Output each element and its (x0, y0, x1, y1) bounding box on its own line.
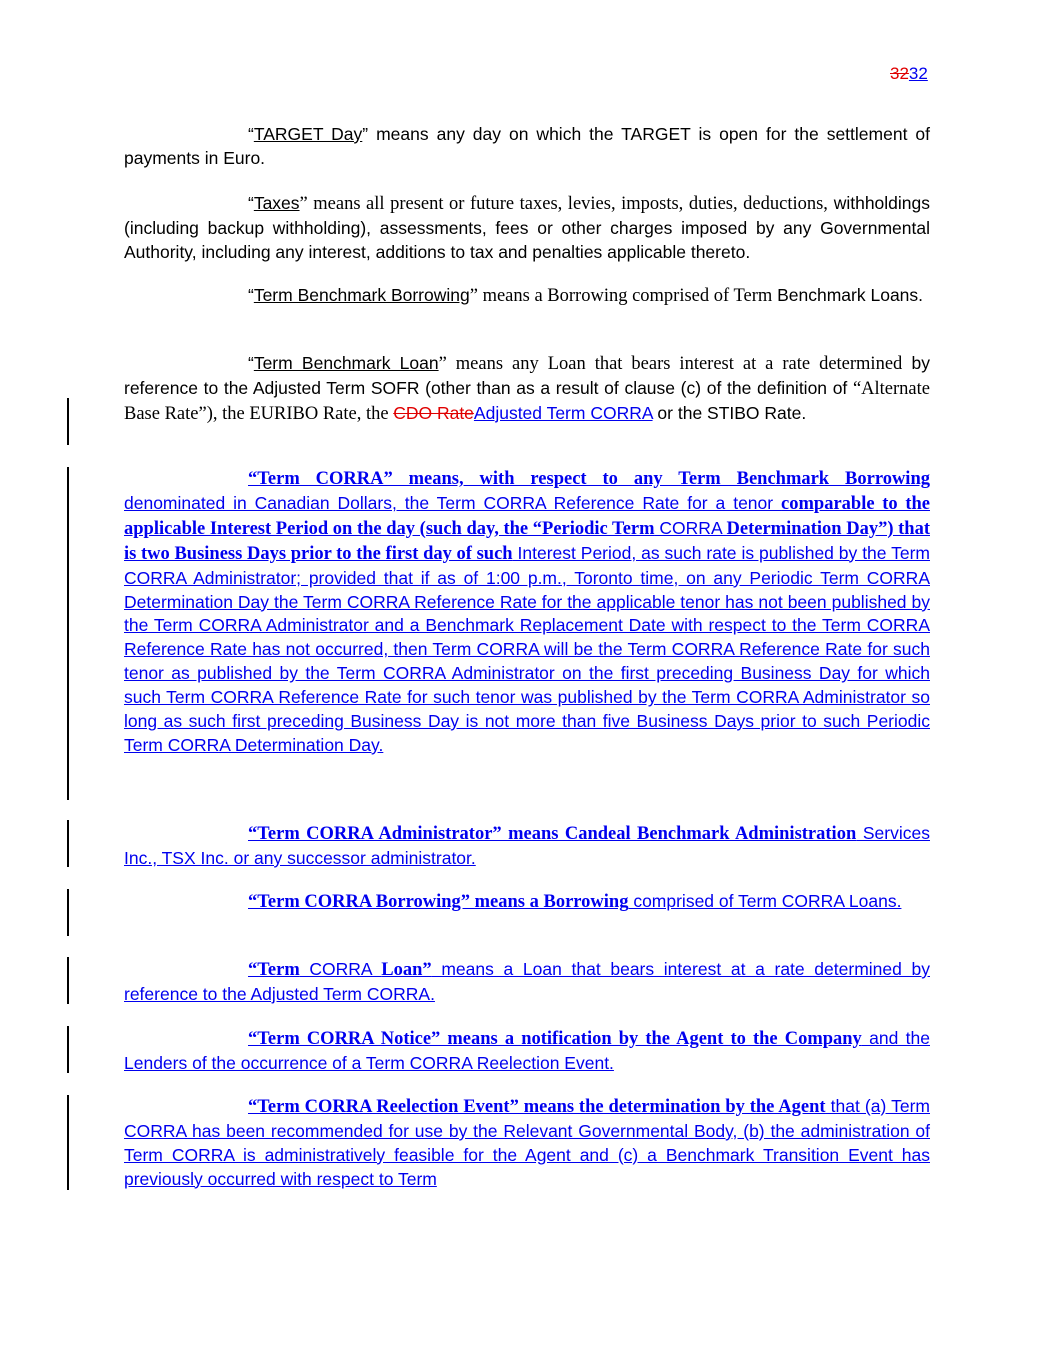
open-quote: “ (248, 193, 254, 213)
definition-term-corra-reelection-event (124, 1095, 930, 1192)
definition-term-benchmark-borrowing (124, 284, 930, 309)
definition-text: Benchmark Loans. (772, 285, 924, 305)
defined-term: TARGET Day (253, 124, 363, 144)
definition-term-benchmark-loan (124, 352, 930, 427)
definition-text-serif: ” means all present or future taxes, levies, imposts, duties, deductions, (299, 194, 828, 214)
definition-term-corra-loan (124, 958, 930, 1007)
definition-text: Services Inc., TSX Inc. or any successor administrator. (124, 823, 930, 868)
definition-text: comprised of Term CORRA Loans. (628, 891, 902, 911)
definition-term-corra (124, 467, 930, 758)
defined-term: Taxes (253, 193, 300, 213)
change-bar (67, 889, 69, 936)
definition-term-corra-administrator (124, 822, 930, 871)
definition-bold-text: “Term CORRA Administrator” means Candeal Benchmark Administration (248, 824, 857, 844)
definition-text: CORRA (654, 517, 727, 538)
definition-text: denominated in Canadian Dollars, the Term CORRA Reference Rate for a tenor (124, 492, 782, 513)
definition-term-corra-notice (124, 1027, 930, 1076)
change-bar (67, 398, 69, 445)
deleted-text: CDO Rate (393, 402, 474, 423)
definition-bold-text: “Term CORRA Reelection Event” means the determination by the Agent (248, 1097, 826, 1117)
definition-bold-text: comparable to the applicable Interest Period on the day (such day, the “Periodic Term (124, 493, 930, 539)
definition-term-corra-borrowing (124, 890, 930, 915)
defined-term: Term Benchmark Borrowing (253, 285, 470, 305)
definition-text-serif: “Alternate Base Rate”), the EURIBO Rate, the (124, 378, 930, 424)
open-quote: “ (248, 124, 254, 144)
change-bar (67, 820, 69, 867)
page-number-inserted: 32 (908, 64, 928, 83)
change-bar (67, 957, 69, 1004)
definition-text-serif: ” means a Borrowing comprised of Term (469, 286, 773, 306)
change-bar (67, 467, 69, 800)
open-quote: “ (248, 353, 254, 373)
definition-text-serif: ” means any Loan that bears interest at a rate determined (438, 354, 903, 374)
definition-bold-text: “Term CORRA” means, with respect to any Term Benchmark Borrowing (248, 469, 930, 489)
page-number-deleted: 32 (890, 64, 909, 83)
definition-text: or the STIBO Rate. (652, 402, 807, 423)
definition-bold-text: “Term CORRA Borrowing” means a Borrowing (248, 892, 629, 912)
change-bar (67, 1026, 69, 1073)
definition-text: and the Lenders of the occurrence of a Term CORRA Reelection Event. (124, 1028, 930, 1073)
page-number (890, 64, 928, 84)
definition-target-day (124, 123, 930, 171)
definition-text: CORRA (299, 959, 382, 979)
definition-text: withholdings (including backup withholding), assessments, fees or other charges imposed by any Governmental Authority, including any interest, additions to tax and penalties applicable thereto. (124, 193, 931, 262)
definition-text: Interest Period, as such rate is published by the Term CORRA Administrator; provided that if as of 1:00 p.m., Toronto time, on any Periodic Term CORRA Determination Day the Term CORRA Reference Rate for the applicable tenor has not been published by the Term CORRA Administrator and a Benchmark Replacement Date with respect to the Term CORRA Reference Rate has not occurred, then Term CORRA will be the Term CORRA Reference Rate for such tenor as published by the Term CORRA Administrator on the first preceding Business Day for which such Term CORRA Reference Rate for such tenor was published by the Term CORRA Administrator so long as such first preceding Business Day is not more than five Business Days prior to such Periodic Term CORRA Determination Day. (124, 542, 930, 755)
inserted-text: Adjusted Term CORRA (473, 402, 653, 423)
open-quote: “ (248, 285, 254, 305)
definition-text: by reference to the Adjusted Term SOFR (other than as a result of clause (c) of the definition of (124, 353, 930, 398)
definition-bold-text: “Term (248, 960, 300, 980)
definition-bold-text: Determination Day”) that is two Business Days prior to the first day of such (124, 518, 930, 564)
definition-bold-text: “Term CORRA Notice” means a notification by the Agent to the Company (248, 1029, 862, 1049)
definition-text: that (a) Term CORRA has been recommended for use by the Relevant Governmental Body, (b) the administration of Term CORRA is administratively feasible for the Agent and (c) a Benchmark Transition Event has previously occurred with respect to Term (124, 1096, 930, 1189)
definition-bold-text: Loan” (381, 960, 432, 980)
defined-term: Term Benchmark Loan (253, 353, 439, 373)
definition-text: ” means any day on which the TARGET is open for the settlement of payments in Euro. (124, 124, 931, 168)
change-bar (67, 1095, 69, 1190)
definition-taxes (124, 192, 930, 265)
definition-text: means a Loan that bears interest at a rate determined by reference to the Adjusted Term CORRA. (124, 959, 930, 1004)
